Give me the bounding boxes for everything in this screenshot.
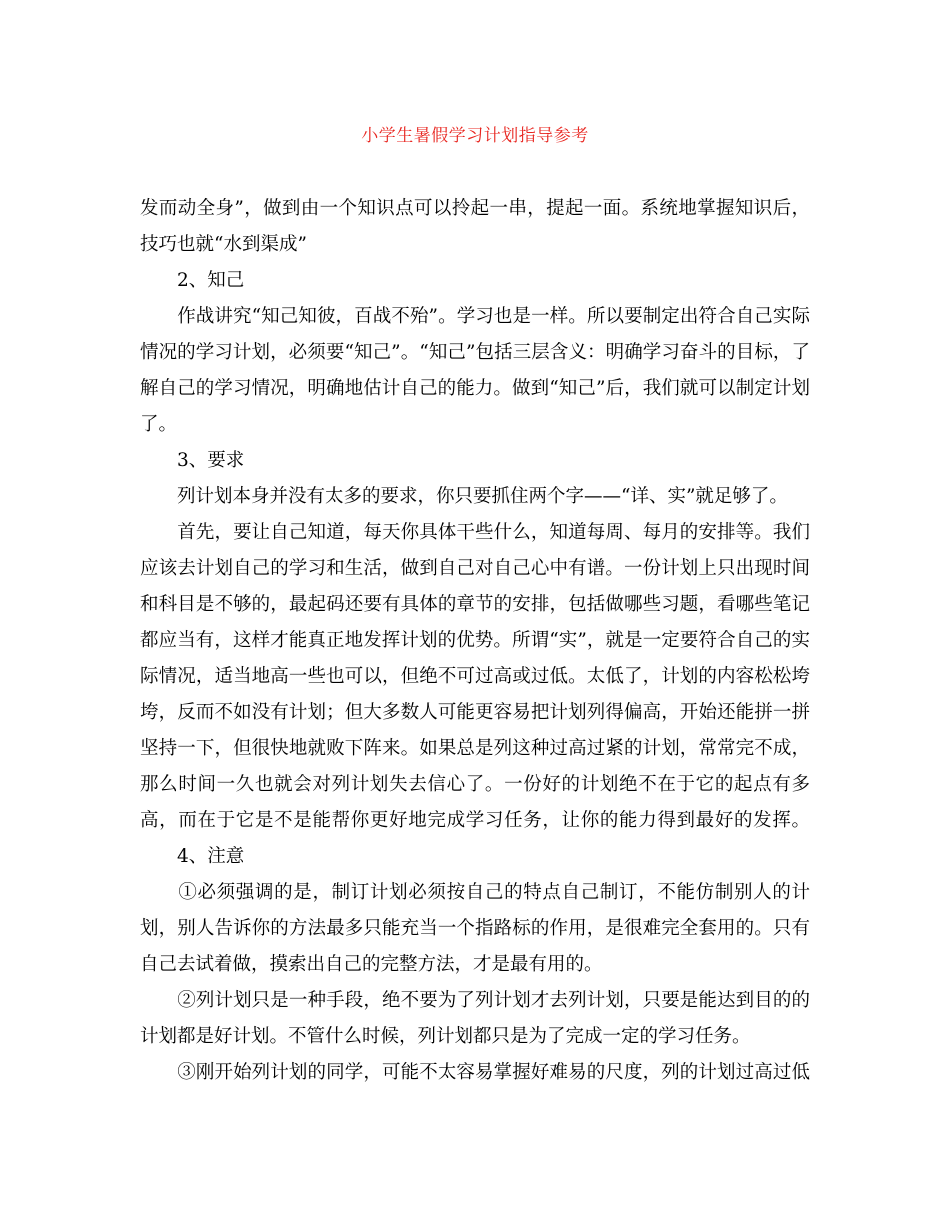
- text-line: 应该去计划自己的学习和生活，做到自己对自己心中有谱。一份计划上只出现时间: [140, 558, 810, 579]
- text-line: ②列计划只是一种手段，绝不要为了列计划才去列计划，只要是能达到目的的: [140, 990, 810, 1011]
- text-line: 高，而在于它是不是能帮你更好地完成学习任务，让你的能力得到最好的发挥。: [140, 810, 810, 831]
- text-line: 首先，要让自己知道，每天你具体干些什么，知道每周、每月的安排等。我们: [140, 522, 810, 543]
- text-line: 坚持一下，但很快地就败下阵来。如果总是列这种过高过紧的计划，常常完不成，: [140, 738, 810, 759]
- text-line: 解自己的学习情况，明确地估计自己的能力。做到“知己”后，我们就可以制定计划: [140, 378, 810, 399]
- text-line: 发而动全身”，做到由一个知识点可以拎起一串，提起一面。系统地掌握知识后，: [140, 198, 810, 219]
- text-line: 都应当有，这样才能真正地发挥计划的优势。所谓“实”，就是一定要符合自己的实: [140, 630, 810, 651]
- text-line: 那么时间一久也就会对列计划失去信心了。一份好的计划绝不在于它的起点有多: [140, 774, 810, 795]
- text-line: 计划都是好计划。不管什么时候，列计划都只是为了完成一定的学习任务。: [140, 1026, 751, 1047]
- section-heading: 3、要求: [140, 450, 245, 471]
- text-line: 自己去试着做，摸索出自己的完整方法，才是最有用的。: [140, 954, 603, 975]
- text-line: 列计划本身并没有太多的要求，你只要抓住两个字——“详、实”就足够了。: [140, 486, 788, 507]
- text-line: ①必须强调的是，制订计划必须按自己的特点自己制订，不能仿制别人的计: [140, 882, 810, 903]
- text-line: 了。: [140, 414, 178, 435]
- text-line: 技巧也就“水到渠成”: [140, 234, 307, 255]
- document-title: 小学生暑假学习计划指导参考: [361, 126, 589, 146]
- text-line: 作战讲究“知己知彼，百战不殆”。学习也是一样。所以要制定出符合自己实际: [140, 306, 810, 327]
- text-line: 和科目是不够的，最起码还要有具体的章节的安排，包括做哪些习题，看哪些笔记: [140, 594, 810, 615]
- section-heading: 4、注意: [140, 846, 245, 867]
- text-line: 划，别人告诉你的方法最多只能充当一个指路标的作用，是很难完全套用的。只有: [140, 918, 810, 939]
- text-line: 际情况，适当地高一些也可以，但绝不可过高或过低。太低了，计划的内容松松垮: [140, 666, 810, 687]
- text-line: 情况的学习计划，必须要“知己”。“知己”包括三层含义：明确学习奋斗的目标，了: [140, 342, 810, 363]
- text-line: 垮，反而不如没有计划；但大多数人可能更容易把计划列得偏高，开始还能拼一拼: [140, 702, 810, 723]
- text-line: ③刚开始列计划的同学，可能不太容易掌握好难易的尺度，列的计划过高过低: [140, 1062, 810, 1083]
- section-heading: 2、知己: [140, 270, 245, 291]
